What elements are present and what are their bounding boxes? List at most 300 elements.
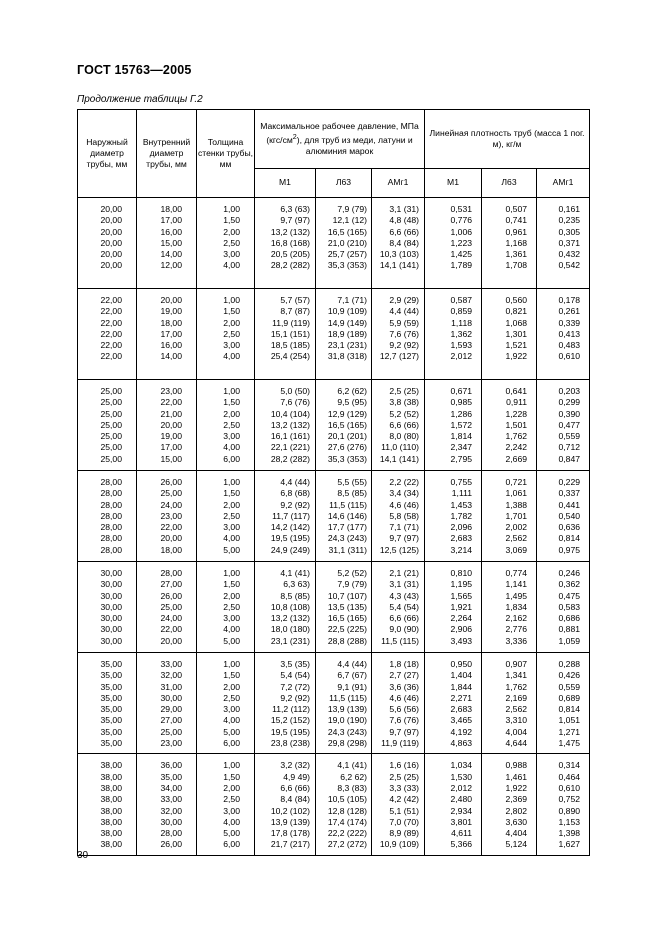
cell-value: 3,336 bbox=[505, 635, 528, 646]
cell-value: 12,7 (127) bbox=[379, 351, 420, 362]
cell-value: 0,560 bbox=[505, 295, 528, 305]
cell-value: 0,587 bbox=[450, 295, 473, 305]
cell-value: 0,774 bbox=[505, 568, 528, 578]
cell-value: 29,00 bbox=[160, 704, 182, 715]
cell-value: 3,00 bbox=[223, 431, 240, 442]
cell-value: 5,1 (51) bbox=[389, 805, 420, 816]
cell-value: 22,1 (221) bbox=[270, 442, 310, 453]
header-grade-m1-pressure: М1 bbox=[255, 169, 316, 198]
cell-value: 0,229 bbox=[558, 477, 581, 487]
cell-value: 18,00 bbox=[160, 544, 182, 555]
cell-value: 2,271 bbox=[450, 692, 473, 703]
cell-value: 16,00 bbox=[160, 340, 182, 351]
cell-wall bbox=[197, 198, 255, 289]
cell-value: 4,8 (48) bbox=[389, 215, 420, 226]
cell-value: 25,00 bbox=[100, 386, 122, 396]
cell-value: 2,242 bbox=[505, 442, 528, 453]
cell-value: 15,2 (152) bbox=[270, 715, 310, 726]
cell-value: 1,50 bbox=[223, 397, 240, 408]
cell-value: 0,881 bbox=[558, 624, 581, 635]
cell-value: 9,1 (91) bbox=[337, 681, 367, 692]
cell-value: 0,441 bbox=[558, 499, 581, 510]
cell-d-m1 bbox=[425, 289, 482, 380]
cell-value: 35,00 bbox=[100, 704, 122, 715]
cell-value: 1,530 bbox=[450, 771, 473, 782]
cell-value: 30,00 bbox=[100, 590, 122, 601]
cell-value: 7,6 (76) bbox=[389, 715, 420, 726]
cell-value: 0,477 bbox=[558, 419, 581, 430]
cell-value: 4,863 bbox=[450, 738, 473, 749]
cell-inner bbox=[137, 562, 197, 653]
cell-value: 8,9 (89) bbox=[389, 828, 420, 839]
cell-p-amg1 bbox=[372, 471, 425, 562]
table-row-group bbox=[78, 380, 590, 471]
cell-value: 2,347 bbox=[450, 442, 473, 453]
cell-value: 7,6 (76) bbox=[280, 397, 310, 408]
cell-value: 2,00 bbox=[223, 408, 240, 419]
header-grade-amg1-pressure: АМг1 bbox=[372, 169, 425, 198]
cell-value: 30,00 bbox=[160, 816, 182, 827]
cell-value: 27,6 (276) bbox=[327, 442, 367, 453]
cell-value: 0,752 bbox=[558, 794, 581, 805]
cell-value: 33,00 bbox=[160, 659, 182, 669]
cell-value: 3,310 bbox=[505, 715, 528, 726]
cell-value: 1,921 bbox=[450, 601, 473, 612]
cell-inner bbox=[137, 471, 197, 562]
cell-value: 25,00 bbox=[160, 601, 182, 612]
cell-value: 0,261 bbox=[558, 306, 581, 317]
cell-value: 1,789 bbox=[450, 260, 473, 271]
cell-value: 2,776 bbox=[505, 624, 528, 635]
cell-value: 1,453 bbox=[450, 499, 473, 510]
header-max-pressure-sup: 2 bbox=[292, 132, 297, 141]
cell-value: 4,192 bbox=[450, 726, 473, 737]
cell-value: 9,5 (95) bbox=[337, 397, 367, 408]
cell-value: 5,9 (59) bbox=[389, 317, 420, 328]
cell-value: 3,214 bbox=[450, 544, 473, 555]
cell-value: 1,223 bbox=[450, 237, 473, 248]
cell-value: 29,8 (298) bbox=[327, 738, 367, 749]
cell-value: 25,00 bbox=[100, 419, 122, 430]
cell-value: 1,362 bbox=[450, 328, 473, 339]
cell-value: 22,00 bbox=[100, 295, 122, 305]
cell-value: 28,2 (282) bbox=[270, 260, 310, 271]
cell-value: 5,00 bbox=[223, 635, 240, 646]
cell-value: 6,00 bbox=[223, 453, 240, 464]
cell-value: 2,50 bbox=[223, 419, 240, 430]
cell-value: 19,5 (195) bbox=[270, 533, 310, 544]
cell-value: 16,1 (161) bbox=[270, 431, 310, 442]
cell-d-l63 bbox=[482, 754, 537, 855]
cell-value: 30,00 bbox=[100, 579, 122, 590]
cell-value: 4,404 bbox=[505, 828, 528, 839]
cell-value: 0,178 bbox=[558, 295, 581, 305]
header-linear-density: Линейная плотность труб (масса 1 пог. м), кг/м bbox=[425, 110, 590, 169]
cell-value: 12,5 (125) bbox=[379, 544, 420, 555]
cell-value: 22,2 (222) bbox=[327, 828, 367, 839]
cell-value: 20,00 bbox=[100, 215, 122, 226]
cell-value: 1,762 bbox=[505, 431, 528, 442]
cell-value: 2,00 bbox=[223, 226, 240, 237]
cell-value: 38,00 bbox=[100, 771, 122, 782]
cell-value: 28,2 (282) bbox=[270, 453, 310, 464]
cell-value: 1,398 bbox=[558, 828, 581, 839]
cell-p-m1 bbox=[255, 653, 316, 754]
cell-d-l63 bbox=[482, 471, 537, 562]
cell-p-amg1 bbox=[372, 653, 425, 754]
cell-value: 13,9 (139) bbox=[270, 816, 310, 827]
cell-value: 0,814 bbox=[558, 533, 581, 544]
cell-value: 2,012 bbox=[450, 782, 473, 793]
cell-value: 1,00 bbox=[223, 659, 240, 669]
cell-p-l63 bbox=[316, 562, 372, 653]
cell-p-l63 bbox=[316, 198, 372, 289]
cell-inner bbox=[137, 653, 197, 754]
cell-value: 10,7 (107) bbox=[327, 590, 367, 601]
cell-value: 6,6 (66) bbox=[280, 782, 310, 793]
cell-p-amg1 bbox=[372, 562, 425, 653]
cell-value: 38,00 bbox=[100, 760, 122, 771]
cell-value: 3,1 (31) bbox=[389, 204, 420, 214]
cell-value: 7,9 (79) bbox=[337, 204, 367, 214]
cell-p-l63 bbox=[316, 289, 372, 380]
cell-value: 38,00 bbox=[100, 839, 122, 850]
cell-value: 11,2 (112) bbox=[272, 704, 310, 715]
cell-value: 3,6 (36) bbox=[389, 681, 420, 692]
cell-value: 1,00 bbox=[223, 386, 240, 396]
cell-value: 20,00 bbox=[160, 419, 182, 430]
cell-value: 8,4 (84) bbox=[280, 794, 310, 805]
cell-value: 2,934 bbox=[450, 805, 473, 816]
cell-value: 4,00 bbox=[223, 624, 240, 635]
cell-value: 0,721 bbox=[505, 477, 528, 487]
cell-value: 0,483 bbox=[558, 340, 581, 351]
cell-value: 8,5 (85) bbox=[280, 590, 310, 601]
cell-value: 28,00 bbox=[100, 544, 122, 555]
cell-value: 18,5 (185) bbox=[270, 340, 310, 351]
cell-value: 0,610 bbox=[558, 351, 581, 362]
cell-value: 5,00 bbox=[223, 828, 240, 839]
cell-value: 15,00 bbox=[160, 453, 182, 464]
cell-value: 9,7 (97) bbox=[280, 215, 310, 226]
cell-value: 20,1 (201) bbox=[327, 431, 367, 442]
cell-d-m1 bbox=[425, 562, 482, 653]
cell-value: 24,00 bbox=[160, 499, 182, 510]
cell-value: 38,00 bbox=[100, 828, 122, 839]
cell-value: 23,1 (231) bbox=[327, 340, 367, 351]
cell-value: 18,00 bbox=[160, 317, 182, 328]
cell-value: 1,228 bbox=[505, 408, 528, 419]
cell-value: 23,00 bbox=[160, 738, 182, 749]
cell-value: 4,00 bbox=[223, 715, 240, 726]
cell-value: 4,6 (46) bbox=[389, 692, 420, 703]
cell-d-l63 bbox=[482, 380, 537, 471]
cell-value: 2,50 bbox=[223, 692, 240, 703]
cell-value: 0,413 bbox=[558, 328, 581, 339]
cell-value: 6,3 63) bbox=[283, 579, 310, 590]
cell-value: 32,00 bbox=[160, 670, 182, 681]
cell-value: 2,562 bbox=[505, 533, 528, 544]
cell-value: 3,801 bbox=[450, 816, 473, 827]
cell-value: 30,00 bbox=[100, 568, 122, 578]
cell-value: 24,3 (243) bbox=[327, 726, 367, 737]
cell-value: 0,475 bbox=[558, 590, 581, 601]
cell-value: 1,50 bbox=[223, 306, 240, 317]
cell-value: 11,9 (119) bbox=[272, 317, 310, 328]
cell-value: 28,00 bbox=[100, 499, 122, 510]
cell-value: 4,6 (46) bbox=[389, 499, 420, 510]
cell-value: 1,425 bbox=[450, 249, 473, 260]
cell-value: 20,5 (205) bbox=[270, 249, 310, 260]
cell-value: 19,00 bbox=[160, 306, 182, 317]
cell-p-m1 bbox=[255, 380, 316, 471]
cell-value: 16,00 bbox=[160, 226, 182, 237]
cell-value: 0,950 bbox=[450, 659, 473, 669]
cell-value: 0,299 bbox=[558, 397, 581, 408]
cell-value: 17,8 (178) bbox=[270, 828, 310, 839]
cell-value: 0,583 bbox=[558, 601, 581, 612]
cell-value: 9,7 (97) bbox=[389, 726, 420, 737]
cell-value: 30,00 bbox=[100, 613, 122, 624]
cell-value: 9,0 (90) bbox=[389, 624, 420, 635]
cell-value: 1,922 bbox=[505, 782, 528, 793]
cell-value: 20,00 bbox=[100, 204, 122, 214]
document-header: ГОСТ 15763—2005 bbox=[77, 63, 192, 77]
cell-d-l63 bbox=[482, 198, 537, 289]
cell-value: 19,5 (195) bbox=[270, 726, 310, 737]
cell-value: 1,301 bbox=[505, 328, 528, 339]
cell-value: 2,00 bbox=[223, 590, 240, 601]
cell-value: 3,4 (34) bbox=[389, 488, 420, 499]
cell-value: 28,00 bbox=[160, 828, 182, 839]
cell-d-l63 bbox=[482, 289, 537, 380]
cell-value: 35,00 bbox=[100, 738, 122, 749]
cell-value: 21,7 (217) bbox=[270, 839, 310, 850]
cell-value: 4,1 (41) bbox=[337, 760, 367, 771]
cell-value: 22,00 bbox=[100, 351, 122, 362]
cell-p-m1 bbox=[255, 471, 316, 562]
cell-value: 1,461 bbox=[505, 771, 528, 782]
cell-value: 12,9 (129) bbox=[327, 408, 367, 419]
cell-value: 6,00 bbox=[223, 839, 240, 850]
cell-value: 4,611 bbox=[451, 828, 473, 839]
table-row-group bbox=[78, 754, 590, 855]
header-grade-l63-pressure: Л63 bbox=[316, 169, 372, 198]
cell-value: 2,795 bbox=[450, 453, 473, 464]
cell-value: 6,2 (62) bbox=[337, 386, 367, 396]
cell-d-amg1 bbox=[537, 754, 590, 855]
cell-value: 0,161 bbox=[558, 204, 581, 214]
cell-d-m1 bbox=[425, 754, 482, 855]
cell-value: 5,7 (57) bbox=[280, 295, 310, 305]
cell-value: 1,50 bbox=[223, 579, 240, 590]
cell-outer bbox=[78, 198, 137, 289]
cell-outer bbox=[78, 562, 137, 653]
cell-d-amg1 bbox=[537, 289, 590, 380]
cell-wall bbox=[197, 471, 255, 562]
cell-value: 1,593 bbox=[450, 340, 473, 351]
cell-value: 2,5 (25) bbox=[389, 386, 420, 396]
cell-value: 20,00 bbox=[100, 249, 122, 260]
cell-value: 6,2 62) bbox=[340, 771, 367, 782]
cell-value: 36,00 bbox=[160, 760, 182, 771]
cell-value: 1,50 bbox=[223, 670, 240, 681]
cell-value: 38,00 bbox=[100, 816, 122, 827]
cell-value: 35,3 (353) bbox=[327, 260, 367, 271]
cell-value: 0,203 bbox=[558, 386, 581, 396]
cell-value: 0,755 bbox=[450, 477, 473, 487]
cell-value: 25,7 (257) bbox=[327, 249, 367, 260]
cell-value: 5,2 (52) bbox=[337, 568, 367, 578]
table-row-group bbox=[78, 562, 590, 653]
cell-inner bbox=[137, 754, 197, 855]
cell-value: 6,6 (66) bbox=[389, 226, 420, 237]
cell-value: 3,3 (33) bbox=[389, 782, 420, 793]
cell-value: 2,906 bbox=[450, 624, 473, 635]
pipe-spec-table bbox=[77, 109, 590, 856]
cell-value: 9,7 (97) bbox=[389, 533, 420, 544]
cell-value: 31,1 (311) bbox=[328, 544, 367, 555]
cell-value: 20,00 bbox=[160, 295, 182, 305]
cell-value: 0,390 bbox=[558, 408, 581, 419]
cell-value: 30,00 bbox=[100, 624, 122, 635]
cell-wall bbox=[197, 562, 255, 653]
table-row-group bbox=[78, 289, 590, 380]
cell-value: 1,701 bbox=[505, 510, 528, 521]
cell-value: 3,465 bbox=[450, 715, 473, 726]
cell-value: 32,00 bbox=[160, 805, 182, 816]
cell-value: 1,50 bbox=[223, 215, 240, 226]
cell-value: 26,00 bbox=[160, 477, 182, 487]
cell-value: 4,9 49) bbox=[283, 771, 310, 782]
cell-value: 1,388 bbox=[505, 499, 528, 510]
cell-value: 38,00 bbox=[100, 805, 122, 816]
cell-p-amg1 bbox=[372, 754, 425, 855]
cell-value: 21,00 bbox=[160, 408, 182, 419]
cell-value: 12,8 (128) bbox=[327, 805, 367, 816]
cell-value: 0,911 bbox=[506, 397, 528, 408]
cell-value: 1,00 bbox=[223, 204, 240, 214]
cell-p-l63 bbox=[316, 653, 372, 754]
cell-value: 16,5 (165) bbox=[327, 613, 367, 624]
cell-p-m1 bbox=[255, 198, 316, 289]
cell-value: 1,6 (16) bbox=[389, 760, 420, 771]
cell-value: 1,059 bbox=[558, 635, 581, 646]
cell-value: 2,480 bbox=[450, 794, 473, 805]
cell-value: 25,00 bbox=[100, 408, 122, 419]
cell-value: 6,3 (63) bbox=[280, 204, 310, 214]
cell-value: 14,2 (142) bbox=[270, 522, 310, 533]
cell-value: 10,9 (109) bbox=[379, 839, 420, 850]
cell-value: 6,6 (66) bbox=[389, 613, 420, 624]
cell-value: 22,5 (225) bbox=[327, 624, 367, 635]
cell-value: 1,00 bbox=[223, 760, 240, 771]
cell-value: 27,00 bbox=[160, 715, 182, 726]
cell-value: 0,531 bbox=[450, 204, 473, 214]
cell-value: 0,689 bbox=[558, 692, 581, 703]
cell-inner bbox=[137, 198, 197, 289]
cell-value: 18,0 (180) bbox=[270, 624, 310, 635]
cell-value: 3,630 bbox=[505, 816, 528, 827]
cell-value: 1,068 bbox=[505, 317, 528, 328]
cell-value: 11,5 (115) bbox=[381, 635, 420, 646]
cell-value: 10,9 (109) bbox=[327, 306, 367, 317]
cell-value: 2,162 bbox=[505, 613, 528, 624]
cell-value: 0,540 bbox=[558, 510, 581, 521]
cell-value: 28,00 bbox=[100, 533, 122, 544]
cell-value: 18,00 bbox=[160, 204, 182, 214]
cell-value: 22,00 bbox=[100, 340, 122, 351]
cell-value: 17,00 bbox=[160, 215, 182, 226]
cell-value: 28,00 bbox=[100, 477, 122, 487]
cell-value: 1,006 bbox=[450, 226, 473, 237]
cell-value: 27,00 bbox=[160, 579, 182, 590]
cell-value: 2,096 bbox=[450, 522, 473, 533]
cell-value: 1,195 bbox=[450, 579, 473, 590]
cell-value: 19,0 (190) bbox=[327, 715, 367, 726]
cell-value: 12,1 (12) bbox=[332, 215, 367, 226]
cell-value: 7,9 (79) bbox=[337, 579, 367, 590]
cell-value: 3,1 (31) bbox=[389, 579, 420, 590]
cell-value: 34,00 bbox=[160, 782, 182, 793]
cell-value: 23,1 (231) bbox=[270, 635, 310, 646]
cell-value: 3,00 bbox=[223, 249, 240, 260]
cell-value: 17,7 (177) bbox=[327, 522, 367, 533]
cell-value: 0,961 bbox=[505, 226, 528, 237]
cell-value: 11,7 (117) bbox=[272, 510, 310, 521]
cell-value: 1,361 bbox=[505, 249, 528, 260]
cell-value: 2,562 bbox=[505, 704, 528, 715]
cell-value: 11,0 (110) bbox=[381, 442, 420, 453]
cell-value: 0,776 bbox=[450, 215, 473, 226]
cell-value: 3,00 bbox=[223, 340, 240, 351]
cell-value: 8,7 (87) bbox=[280, 306, 310, 317]
cell-value: 8,0 (80) bbox=[389, 431, 420, 442]
cell-value: 16,8 (168) bbox=[270, 237, 310, 248]
cell-value: 28,00 bbox=[100, 488, 122, 499]
cell-value: 11,9 (119) bbox=[381, 738, 420, 749]
cell-value: 22,00 bbox=[100, 306, 122, 317]
cell-value: 0,305 bbox=[558, 226, 581, 237]
cell-value: 10,4 (104) bbox=[270, 408, 310, 419]
cell-value: 2,2 (22) bbox=[389, 477, 420, 487]
cell-value: 1,00 bbox=[223, 295, 240, 305]
cell-value: 14,00 bbox=[160, 249, 182, 260]
cell-value: 0,507 bbox=[505, 204, 528, 214]
cell-value: 25,00 bbox=[100, 397, 122, 408]
cell-value: 4,1 (41) bbox=[280, 568, 310, 578]
cell-value: 10,2 (102) bbox=[270, 805, 310, 816]
cell-inner bbox=[137, 380, 197, 471]
cell-value: 2,9 (29) bbox=[389, 295, 420, 305]
cell-value: 6,6 (66) bbox=[389, 419, 420, 430]
cell-value: 16,5 (165) bbox=[327, 419, 367, 430]
cell-value: 22,00 bbox=[100, 328, 122, 339]
header-grade-l63-density: Л63 bbox=[482, 169, 537, 198]
cell-value: 25,00 bbox=[160, 726, 182, 737]
cell-value: 2,00 bbox=[223, 317, 240, 328]
table-row-group bbox=[78, 471, 590, 562]
cell-value: 1,475 bbox=[558, 738, 581, 749]
cell-value: 0,362 bbox=[558, 579, 581, 590]
cell-value: 1,495 bbox=[505, 590, 528, 601]
cell-value: 0,371 bbox=[558, 237, 581, 248]
cell-value: 1,708 bbox=[505, 260, 528, 271]
cell-value: 2,50 bbox=[223, 794, 240, 805]
cell-p-amg1 bbox=[372, 380, 425, 471]
cell-d-m1 bbox=[425, 380, 482, 471]
cell-value: 4,00 bbox=[223, 533, 240, 544]
